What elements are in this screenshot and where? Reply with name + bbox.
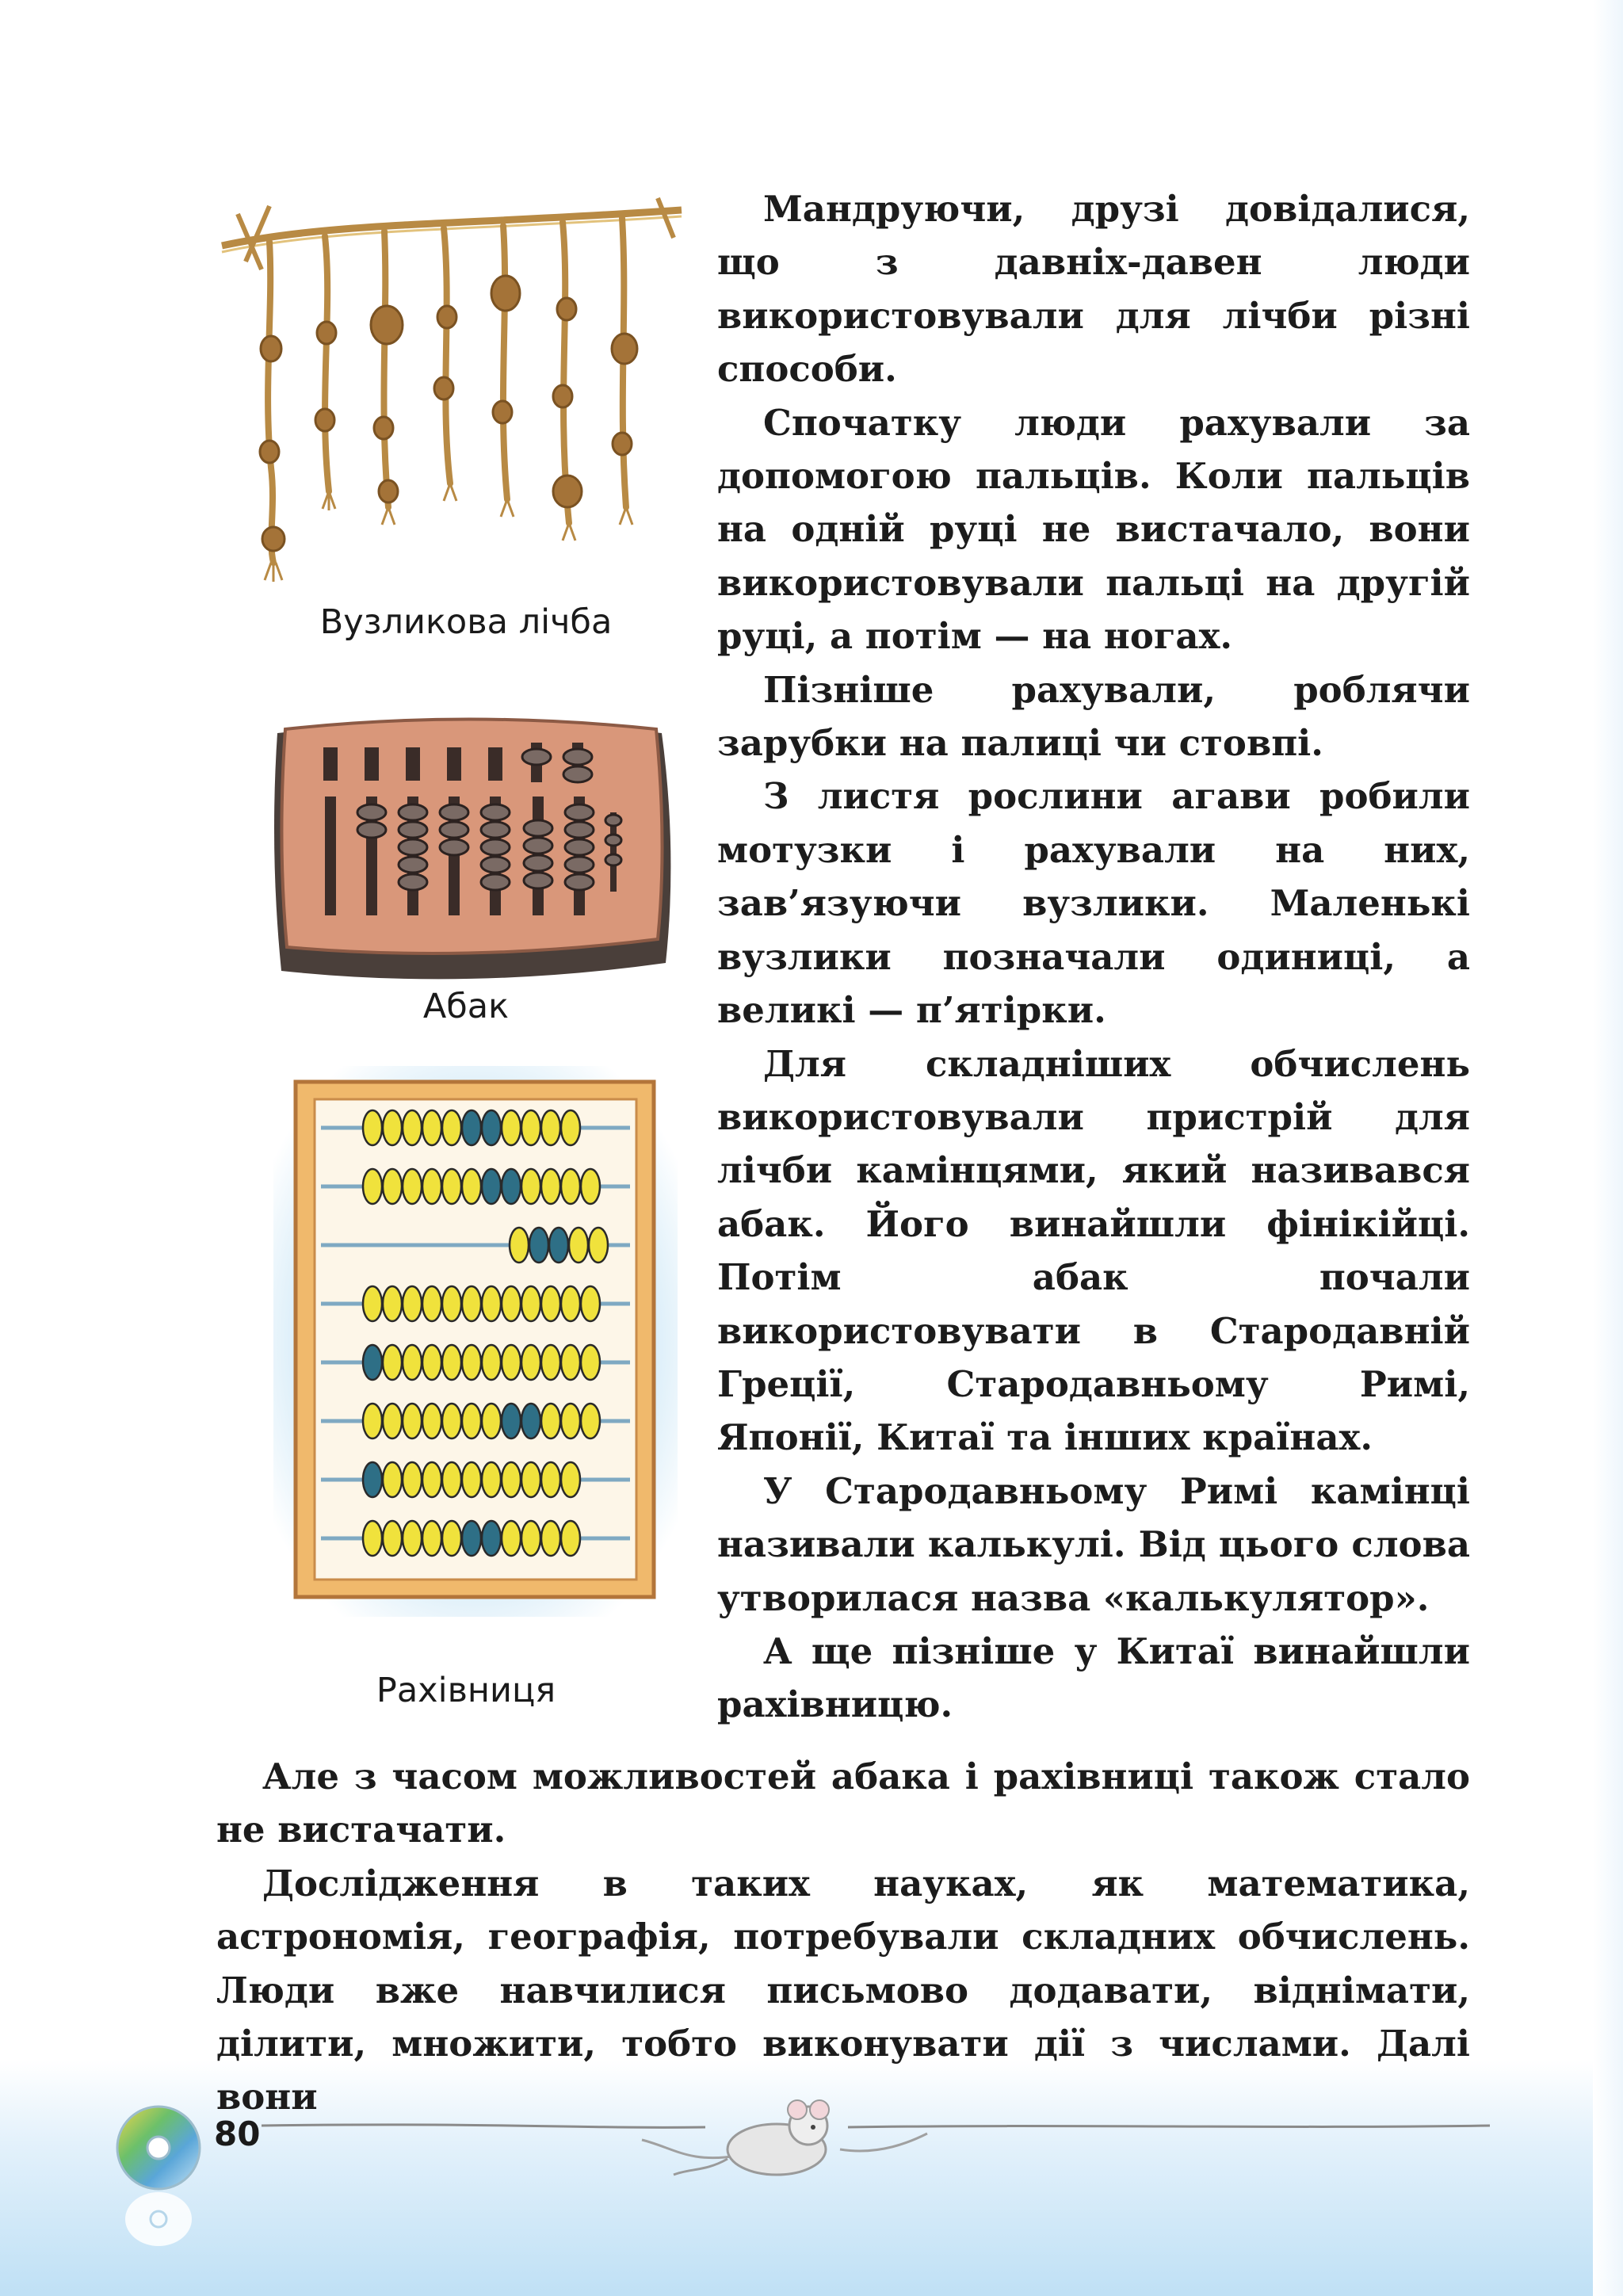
counting-frame-bead bbox=[589, 1228, 608, 1263]
counting-frame-bead bbox=[502, 1404, 521, 1438]
counting-frame-bead bbox=[561, 1521, 580, 1556]
counting-frame-bead bbox=[502, 1169, 521, 1204]
counting-frame-bead bbox=[581, 1169, 600, 1204]
paragraph: Мандруючи, друзі довідалися, що з давніх-давен люди використовували для лічби різні способи. bbox=[717, 188, 1470, 391]
counting-frame-bead bbox=[502, 1521, 521, 1556]
counting-frame-bead bbox=[442, 1110, 461, 1145]
counting-frame-bead bbox=[462, 1169, 481, 1204]
counting-frame-bead bbox=[581, 1404, 600, 1438]
counting-frame-bead bbox=[561, 1286, 580, 1321]
counting-frame-bead bbox=[462, 1286, 481, 1321]
counting-frame-bead bbox=[363, 1404, 382, 1438]
counting-frame-bead bbox=[363, 1345, 382, 1380]
paragraph: З листя рослини агави робили мотузки і рахували на них, зав’язуючи вузлики. Маленькі вузлики позначали одиниці, а великі — п’ятірки. bbox=[717, 775, 1470, 1032]
counting-frame-bead bbox=[502, 1286, 521, 1321]
counting-frame-illustration bbox=[273, 1066, 678, 1617]
counting-frame-bead bbox=[561, 1404, 580, 1438]
counting-frame-bead bbox=[462, 1521, 481, 1556]
counting-frame-bead bbox=[561, 1462, 580, 1497]
counting-frame-bead bbox=[549, 1228, 568, 1263]
counting-frame-bead bbox=[403, 1521, 422, 1556]
counting-frame-bead bbox=[383, 1169, 402, 1204]
footer-rule-with-mouse bbox=[262, 2092, 1490, 2179]
counting-frame-bead bbox=[581, 1286, 600, 1321]
counting-frame-bead bbox=[442, 1286, 461, 1321]
counting-frame-bead bbox=[521, 1462, 540, 1497]
counting-frame-bead bbox=[462, 1404, 481, 1438]
cd-disc-icon bbox=[111, 2100, 214, 2259]
counting-frame-bead bbox=[363, 1462, 382, 1497]
main-text-column bbox=[717, 182, 1470, 1732]
counting-frame-bead bbox=[521, 1404, 540, 1438]
counting-frame-bead bbox=[403, 1462, 422, 1497]
counting-frame-bead bbox=[422, 1110, 441, 1145]
counting-frame-bead bbox=[422, 1521, 441, 1556]
counting-frame-bead bbox=[541, 1462, 560, 1497]
counting-frame-bead bbox=[422, 1404, 441, 1438]
counting-frame-bead bbox=[442, 1345, 461, 1380]
mouse-icon bbox=[674, 2100, 829, 2175]
counting-frame-bead bbox=[383, 1110, 402, 1145]
counting-frame-bead bbox=[383, 1286, 402, 1321]
counting-frame-bead bbox=[541, 1521, 560, 1556]
counting-frame-bead bbox=[403, 1345, 422, 1380]
counting-frame-bead bbox=[383, 1345, 402, 1380]
counting-frame-bead bbox=[541, 1110, 560, 1145]
counting-frame-bead bbox=[462, 1345, 481, 1380]
counting-frame-bead bbox=[521, 1286, 540, 1321]
counting-frame-bead bbox=[561, 1345, 580, 1380]
paragraph: А ще пізніше у Китаї винайшли рахівницю. bbox=[717, 1629, 1470, 1726]
counting-frame-bead bbox=[403, 1286, 422, 1321]
knots-caption: Вузликова лічба bbox=[319, 602, 613, 642]
counting-frame-bead bbox=[383, 1404, 402, 1438]
counting-frame-bead bbox=[510, 1228, 529, 1263]
counting-frame-bead bbox=[482, 1462, 501, 1497]
paragraph: Пізніше рахували, роблячи зарубки на палиці чи стовпі. bbox=[717, 668, 1470, 765]
counting-frame-bead bbox=[383, 1462, 402, 1497]
counting-frame-bead bbox=[442, 1521, 461, 1556]
counting-frame-bead bbox=[541, 1169, 560, 1204]
counting-frame-bead bbox=[521, 1345, 540, 1380]
page-edge-shading bbox=[1593, 0, 1623, 2296]
paragraph: Дослідження в таких науках, як математика, астрономія, географія, потребували складних обчислень. Люди вже навчилися письмово додавати, віднімати, ділити, множити, тобто виконувати дії з числами. Далі вони bbox=[216, 1862, 1470, 2118]
counting-frame-bead bbox=[442, 1169, 461, 1204]
counting-frame-bead bbox=[403, 1169, 422, 1204]
counting-frame-bead bbox=[363, 1521, 382, 1556]
counting-frame-bead bbox=[442, 1462, 461, 1497]
counting-frame-bead bbox=[403, 1110, 422, 1145]
counting-frame-bead bbox=[363, 1110, 382, 1145]
paragraph: Але з часом можливостей абака і рахівниці також стало не вистачати. bbox=[216, 1755, 1470, 1851]
counting-frame-bead bbox=[529, 1228, 548, 1263]
stone-abacus-illustration bbox=[262, 709, 682, 991]
counting-frame-bead bbox=[462, 1110, 481, 1145]
counting-frame-bead bbox=[561, 1110, 580, 1145]
counting-frame-bead bbox=[422, 1462, 441, 1497]
counting-frame-bead bbox=[383, 1521, 402, 1556]
counting-frame-bead bbox=[422, 1169, 441, 1204]
counting-frame-bead bbox=[502, 1345, 521, 1380]
counting-frame-bead bbox=[482, 1404, 501, 1438]
counting-frame-bead bbox=[541, 1286, 560, 1321]
counting-frame-bead bbox=[482, 1169, 501, 1204]
abacus-caption: Абак bbox=[422, 987, 510, 1026]
counting-frame-bead bbox=[422, 1345, 441, 1380]
page-number: 80 bbox=[214, 2115, 261, 2153]
counting-frame-bead bbox=[521, 1110, 540, 1145]
counting-frame-bead bbox=[482, 1521, 501, 1556]
knotted-ropes-illustration bbox=[214, 190, 689, 602]
counting-frame-bead bbox=[561, 1169, 580, 1204]
counting-frame-bead bbox=[581, 1345, 600, 1380]
paragraph: У Стародавньому Римі камінці називали калькулі. Від цього слова утворилася назва «калькулятор». bbox=[717, 1469, 1470, 1619]
counting-frame-bead bbox=[482, 1286, 501, 1321]
counting-frame-bead bbox=[569, 1228, 588, 1263]
counting-frame-bead bbox=[482, 1345, 501, 1380]
counting-frame-bead bbox=[422, 1286, 441, 1321]
counting-frame-bead bbox=[502, 1110, 521, 1145]
counting-frame-bead bbox=[363, 1286, 382, 1321]
counting-frame-bead bbox=[502, 1462, 521, 1497]
counting-frame-bead bbox=[521, 1169, 540, 1204]
counting-frame-bead bbox=[541, 1345, 560, 1380]
counting-frame-bead bbox=[363, 1169, 382, 1204]
paragraph: Для складніших обчислень використовували пристрій для лічби камінцями, який називався абак. Його винайшли фінікійці. Потім абак почали використовувати в Стародавній Греції, Стародавньому Римі, Японії, Китаї та інших країнах. bbox=[717, 1042, 1470, 1459]
counting-frame-bead bbox=[541, 1404, 560, 1438]
full-width-text bbox=[216, 1750, 1470, 2124]
counting-frame-bead bbox=[442, 1404, 461, 1438]
counting-frame-bead bbox=[521, 1521, 540, 1556]
paragraph: Спочатку люди рахували за допомогою пальців. Коли пальців на одній руці не вистачало, вони використовували пальці на другій руці, а потім — на ногах. bbox=[717, 401, 1470, 658]
counting-frame-bead bbox=[403, 1404, 422, 1438]
counting-frame-bead bbox=[482, 1110, 501, 1145]
counter-caption: Рахівниця bbox=[376, 1671, 556, 1710]
counting-frame-bead bbox=[462, 1462, 481, 1497]
